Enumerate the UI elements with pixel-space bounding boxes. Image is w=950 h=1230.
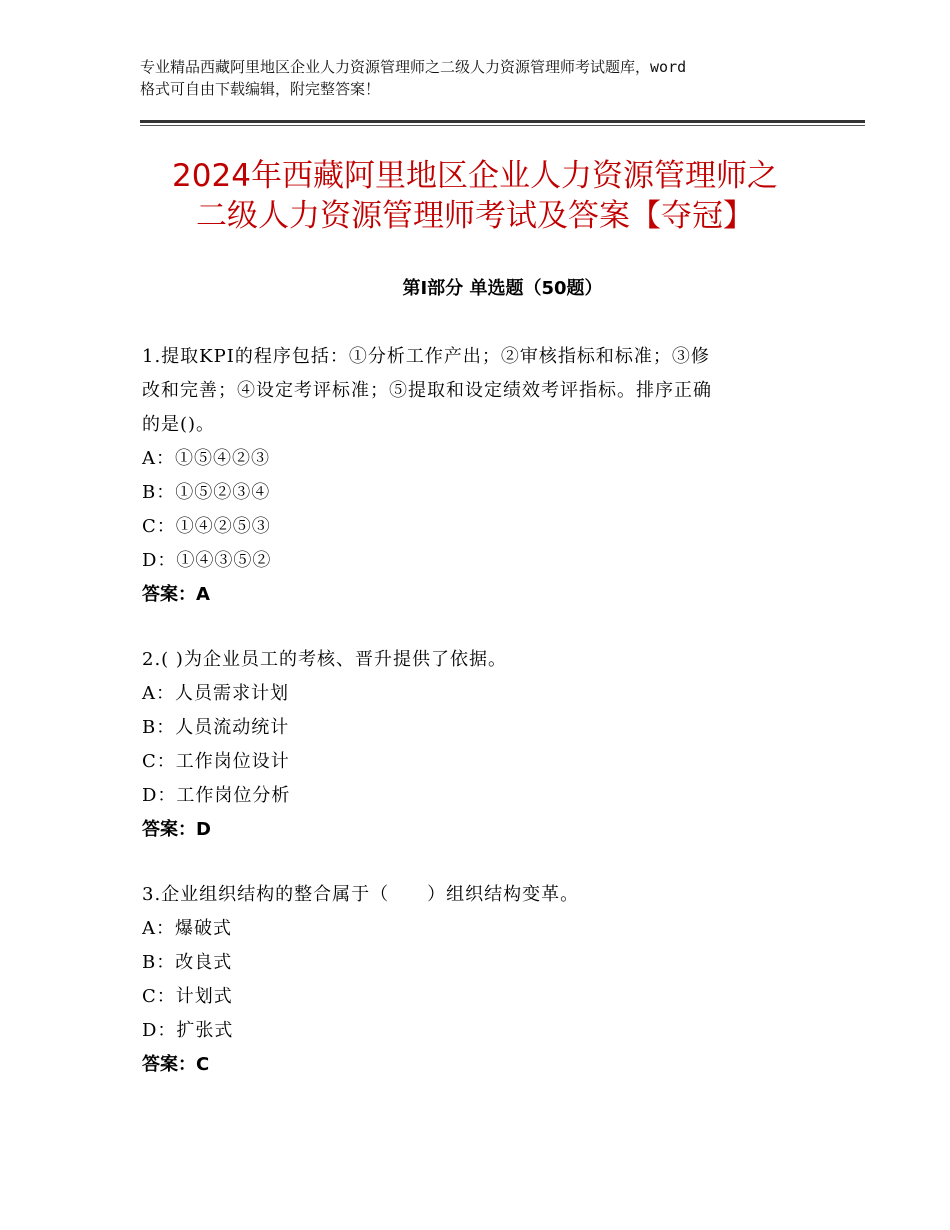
- header-note-line: 格式可自由下载编辑，附完整答案！: [140, 80, 381, 98]
- question-item: [142, 643, 822, 847]
- header-note-line: 专业精品西藏阿里地区企业人力资源管理师之二级人力资源管理师考试题库，word: [140, 58, 687, 76]
- header-divider-thin: [140, 125, 865, 126]
- question-stem: 的是()。: [142, 414, 216, 435]
- option-b: B：改良式: [142, 952, 233, 973]
- option-c: C：①④②⑤③: [142, 516, 271, 537]
- question-stem: 1.提取KPI的程序包括：①分析工作产出；②审核指标和标准；③修: [142, 346, 710, 367]
- question-stem: 2.( )为企业员工的考核、晋升提供了依据。: [142, 649, 507, 670]
- answer-line: 答案：C: [142, 1054, 210, 1075]
- question-item: [142, 340, 822, 612]
- option-c: C：计划式: [142, 986, 233, 1007]
- option-c: C：工作岗位设计: [142, 751, 290, 772]
- question-item: [142, 878, 822, 1082]
- section-title: 第Ⅰ部分 单选题（50题）: [402, 278, 603, 299]
- question-stem: 改和完善；④设定考评标准；⑤提取和设定绩效考评指标。排序正确: [142, 380, 712, 401]
- title-line: 二级人力资源管理师考试及答案【夺冠】: [196, 198, 754, 234]
- option-a: A：①⑤④②③: [142, 448, 270, 469]
- title-line: 2024年西藏阿里地区企业人力资源管理师之: [172, 158, 778, 194]
- question-list: [142, 340, 822, 1113]
- option-d: D：①④③⑤②: [142, 550, 272, 571]
- option-d: D：工作岗位分析: [142, 785, 291, 806]
- header-note: [140, 56, 830, 100]
- option-a: A：爆破式: [142, 918, 232, 939]
- option-b: B：人员流动统计: [142, 717, 290, 738]
- answer-line: 答案：A: [142, 584, 210, 605]
- document-title: [120, 156, 830, 236]
- answer-line: 答案：D: [142, 819, 211, 840]
- header-divider-thick: [140, 120, 865, 123]
- option-b: B：①⑤②③④: [142, 482, 271, 503]
- option-a: A：人员需求计划: [142, 683, 289, 704]
- question-stem: 3.企业组织结构的整合属于（ ）组织结构变革。: [142, 884, 580, 905]
- option-d: D：扩张式: [142, 1020, 234, 1041]
